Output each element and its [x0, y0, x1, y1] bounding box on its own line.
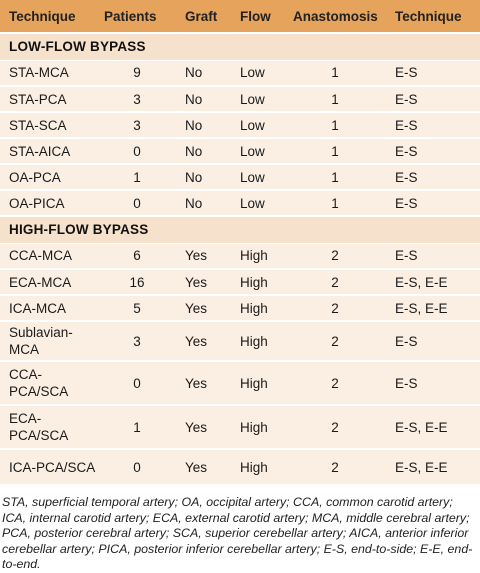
header-technique-type: Technique: [386, 0, 480, 33]
cell-type: E-S: [386, 86, 480, 112]
cell-patients: 9: [98, 60, 176, 86]
cell-anastomosis: 2: [284, 243, 386, 269]
cell-patients: 3: [98, 112, 176, 138]
cell-type: E-S, E-E: [386, 269, 480, 295]
cell-graft: Yes: [176, 449, 231, 485]
cell-anastomosis: 2: [284, 361, 386, 405]
cell-patients: 6: [98, 243, 176, 269]
cell-technique: ICA-PCA/SCA: [0, 449, 98, 485]
cell-technique: ECA-MCA: [0, 269, 98, 295]
table-body: [0, 33, 480, 485]
cell-technique: Sublavian-MCA: [0, 321, 98, 361]
table-row: [0, 190, 480, 216]
table-row: [0, 138, 480, 164]
cell-flow: High: [231, 321, 284, 361]
cell-type: E-S, E-E: [386, 405, 480, 449]
cell-flow: Low: [231, 164, 284, 190]
cell-anastomosis: 2: [284, 295, 386, 321]
cell-technique: STA-MCA: [0, 60, 98, 86]
cell-anastomosis: 2: [284, 269, 386, 295]
cell-graft: Yes: [176, 361, 231, 405]
cell-anastomosis: 2: [284, 321, 386, 361]
cell-technique: ECA-PCA/SCA: [0, 405, 98, 449]
cell-type: E-S: [386, 112, 480, 138]
table-row: [0, 295, 480, 321]
cell-anastomosis: 1: [284, 60, 386, 86]
cell-graft: No: [176, 112, 231, 138]
cell-anastomosis: 2: [284, 405, 386, 449]
table-row: [0, 164, 480, 190]
table-row: [0, 60, 480, 86]
cell-anastomosis: 1: [284, 86, 386, 112]
cell-graft: No: [176, 60, 231, 86]
cell-flow: High: [231, 295, 284, 321]
cell-patients: 0: [98, 138, 176, 164]
table-row: [0, 449, 480, 485]
cell-flow: High: [231, 405, 284, 449]
header-patients: Patients: [98, 0, 176, 33]
cell-graft: Yes: [176, 269, 231, 295]
cell-anastomosis: 1: [284, 112, 386, 138]
cell-graft: No: [176, 190, 231, 216]
cell-technique: OA-PICA: [0, 190, 98, 216]
cell-type: E-S, E-E: [386, 449, 480, 485]
cell-technique: STA-PCA: [0, 86, 98, 112]
cell-flow: Low: [231, 86, 284, 112]
table-row: [0, 243, 480, 269]
cell-graft: Yes: [176, 321, 231, 361]
cell-graft: Yes: [176, 405, 231, 449]
cell-graft: No: [176, 86, 231, 112]
cell-patients: 0: [98, 190, 176, 216]
cell-patients: 1: [98, 405, 176, 449]
cell-type: E-S: [386, 60, 480, 86]
cell-graft: No: [176, 164, 231, 190]
cell-flow: High: [231, 449, 284, 485]
cell-patients: 1: [98, 164, 176, 190]
cell-type: E-S: [386, 243, 480, 269]
section-title: HIGH-FLOW BYPASS: [0, 216, 480, 243]
cell-flow: Low: [231, 60, 284, 86]
cell-technique: CCA-MCA: [0, 243, 98, 269]
cell-anastomosis: 1: [284, 164, 386, 190]
cell-type: E-S: [386, 321, 480, 361]
table-footnote: STA, superficial temporal artery; OA, occipital artery; CCA, common carotid artery; ICA, internal carotid artery; ECA, external carotid artery; MCA, middle cerebral artery; PCA, posterior cerebral artery; SCA, superior cerebellar artery; AICA, anterior inferior cerebellar artery; PICA, posterior inferior cerebellar artery; E-S, end-to-side; E-E, end-to-end.: [2, 495, 473, 571]
cell-type: E-S: [386, 164, 480, 190]
cell-graft: Yes: [176, 295, 231, 321]
cell-patients: 3: [98, 86, 176, 112]
cell-patients: 0: [98, 449, 176, 485]
section-high-flow: [0, 216, 480, 243]
section-title: LOW-FLOW BYPASS: [0, 33, 480, 60]
table-row: [0, 269, 480, 295]
cell-technique: OA-PCA: [0, 164, 98, 190]
cell-type: E-S: [386, 190, 480, 216]
cell-graft: No: [176, 138, 231, 164]
cell-patients: 3: [98, 321, 176, 361]
cell-flow: High: [231, 243, 284, 269]
cell-technique: STA-SCA: [0, 112, 98, 138]
table-row: [0, 405, 480, 449]
header-technique: Technique: [0, 0, 98, 33]
cell-flow: Low: [231, 190, 284, 216]
cell-patients: 16: [98, 269, 176, 295]
cell-technique: STA-AICA: [0, 138, 98, 164]
cell-flow: High: [231, 361, 284, 405]
cell-anastomosis: 2: [284, 449, 386, 485]
cell-flow: Low: [231, 112, 284, 138]
cell-patients: 5: [98, 295, 176, 321]
header-flow: Flow: [231, 0, 284, 33]
cell-type: E-S, E-E: [386, 295, 480, 321]
cell-flow: Low: [231, 138, 284, 164]
cell-flow: High: [231, 269, 284, 295]
cell-type: E-S: [386, 138, 480, 164]
cell-graft: Yes: [176, 243, 231, 269]
header-anastomosis: Anastomosis: [284, 0, 386, 33]
section-low-flow: [0, 33, 480, 60]
cell-anastomosis: 1: [284, 190, 386, 216]
table-row: [0, 321, 480, 361]
header-graft: Graft: [176, 0, 231, 33]
table-row: [0, 86, 480, 112]
cell-anastomosis: 1: [284, 138, 386, 164]
table-header: [0, 0, 480, 33]
cell-patients: 0: [98, 361, 176, 405]
cell-type: E-S: [386, 361, 480, 405]
header-row: [0, 0, 480, 33]
cell-technique: ICA-MCA: [0, 295, 98, 321]
table-row: [0, 112, 480, 138]
table-row: [0, 361, 480, 405]
cell-technique: CCA-PCA/SCA: [0, 361, 98, 405]
